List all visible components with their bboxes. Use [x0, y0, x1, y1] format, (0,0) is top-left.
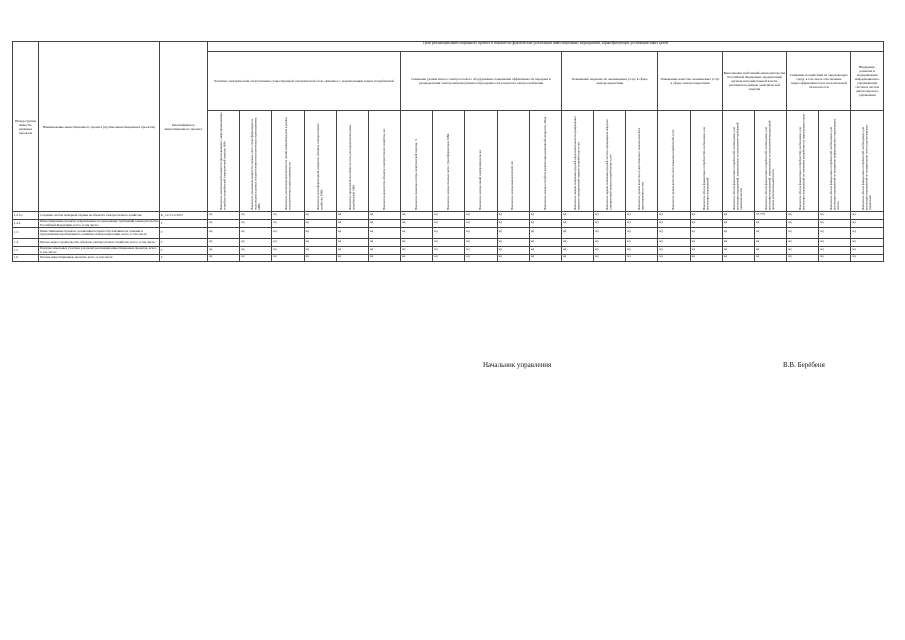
table-cell: нд [851, 220, 884, 228]
table-cell: нд [497, 247, 529, 255]
table-cell: нд [336, 239, 368, 247]
table-cell: нд [819, 228, 851, 239]
table-cell: нд [722, 212, 754, 220]
header-indicator [851, 111, 884, 212]
header-indicator [626, 111, 658, 212]
table-cell: нд [561, 255, 593, 262]
row-project-id: Г [159, 247, 207, 255]
table-cell: нд [208, 228, 240, 239]
header-indicator [368, 111, 400, 212]
table-cell: нд [594, 220, 626, 228]
header-indicator [658, 111, 690, 212]
table-cell: нд [336, 220, 368, 228]
row-project-id: Г [159, 255, 207, 262]
investment-table [12, 41, 884, 262]
signature-title: Начальник управления [483, 361, 552, 369]
table-cell: нд [272, 247, 304, 255]
table-cell: нд [754, 247, 786, 255]
table-cell: нд [368, 255, 400, 262]
table-cell: нд [561, 228, 593, 239]
header-indicator [819, 111, 851, 212]
table-cell: нд [433, 228, 465, 239]
table-cell: нд [272, 228, 304, 239]
header-goal-group [787, 52, 851, 111]
header-indicator-label: Показатель максимальной мощности присоединяемых энергопринимающих устройств потребителей электрической энергии, МВт [219, 112, 227, 210]
header-indicator [401, 111, 433, 212]
table-cell: нд [208, 255, 240, 262]
table-cell: нд [690, 228, 722, 239]
table-cell: нд [401, 220, 433, 228]
header-goal-group [851, 52, 884, 111]
table-cell: нд [497, 228, 529, 239]
table-row [13, 255, 884, 262]
header-goal-group-label: Выполнение требований законодательства Российской Федерации, предписаний органов исполнительной власти, регламентов рынков электрической энергии [723, 71, 786, 91]
header-indicator-label: Показатель увеличения мощности силовых (авто-) трансформаторов на подстанциях в рамках осуществления технологического присоединения, МВА [249, 117, 261, 210]
row-number: 1.2.3.1 [13, 212, 39, 220]
table-cell: нд [690, 247, 722, 255]
table-cell: нд [626, 247, 658, 255]
row-number: 1.6 [13, 255, 39, 262]
table-row [13, 228, 884, 239]
table-cell: нд [272, 239, 304, 247]
header-goals-label: Цели реализации инвестиционного проекта и показатели (фактические) реализации инвестиционных мероприятий, характеризующих достижения таких целей [423, 41, 668, 45]
row-number: 1.2.4 [13, 220, 39, 228]
table-cell: нд [561, 212, 593, 220]
table-cell: нд [465, 247, 497, 255]
header-goal-group-label: Внедрение, развитие и модернизация информационно-управляющих систем и систем диспетчерского управления [854, 65, 880, 97]
row-project-id: К_1.2.3.1.2.2015 [159, 212, 207, 220]
table-cell: нд [690, 212, 722, 220]
header-goal-group [401, 52, 562, 111]
table-cell: нд [658, 228, 690, 239]
table-cell: нд [819, 212, 851, 220]
table-cell: нд [336, 247, 368, 255]
header-indicator-label: Показатель объема финансовых потребностей, необходимых для реализации мероприятий по снижению воздействия на окружающую среду [798, 113, 806, 210]
table-cell: нд [594, 247, 626, 255]
table-cell: нд [529, 239, 561, 247]
table-cell: нд [594, 255, 626, 262]
table-cell: нд [658, 255, 690, 262]
header-indicator [336, 111, 368, 212]
table-cell: нд [722, 220, 754, 228]
table-cell: нд [368, 220, 400, 228]
signature-name: В.В. Берёбеня [783, 361, 825, 369]
table-cell: нд [401, 247, 433, 255]
header-indicator-label: Показатель количества объектов электросетевого хозяйства, шт. [381, 128, 386, 210]
table-cell: нд [658, 220, 690, 228]
header-indicator [240, 111, 272, 212]
table-cell: нд [433, 239, 465, 247]
table-cell: нд [754, 239, 786, 247]
row-project-id: Г [159, 228, 207, 239]
table-cell: нд [529, 228, 561, 239]
table-cell: нд [754, 228, 786, 239]
table-cell: нд [851, 255, 884, 262]
table-cell: нд [851, 239, 884, 247]
table-cell: нд [304, 247, 336, 255]
table-cell: нд [401, 228, 433, 239]
header-goal-group-label: Развитие электрической сети/усиление существующей электрической сети, связанное с подключением новых потребителей [214, 79, 394, 83]
table-cell: нд [497, 239, 529, 247]
table-cell: нд [304, 228, 336, 239]
table-cell: нд [497, 212, 529, 220]
table-cell: нд [819, 239, 851, 247]
row-project-name: Прочие инвестиционные проекты, всего, в том числе: [39, 255, 160, 262]
table-cell: нд [722, 255, 754, 262]
header-indicator-label: Показатель оценки изменения средней частоты прекращения передачи электрической энергии потребителям услуг [605, 119, 613, 210]
table-cell: 37,779 [754, 212, 786, 220]
table-row [13, 220, 884, 228]
header-indicator [433, 111, 465, 212]
table-cell: нд [465, 239, 497, 247]
table-cell: нд [851, 228, 884, 239]
table-cell: нд [658, 212, 690, 220]
table-cell: нд [368, 239, 400, 247]
table-cell: нд [754, 220, 786, 228]
table-cell: нд [336, 212, 368, 220]
table-cell: нд [497, 220, 529, 228]
header-indicator [465, 111, 497, 212]
table-cell: нд [594, 239, 626, 247]
header-indicator-label: Показатель объема финансовых потребностей, необходимых для реализации мероприятий, направленных на выполнение предписаний органов исполнительной власти [764, 120, 776, 210]
header-indicator-label: Показатель оценки изменения средней продолжительности прекращения передачи электрической энергии потребителям услуг [573, 116, 581, 210]
header-indicator-label: Показатель объема финансовых потребностей, необходимых для реализации мероприятий [701, 127, 710, 210]
table-cell: нд [240, 220, 272, 228]
table-cell: нд [401, 212, 433, 220]
table-cell: нд [594, 212, 626, 220]
table-cell: нд [754, 255, 786, 262]
header-goal-group [722, 52, 786, 111]
table-cell: нд [658, 247, 690, 255]
header-indicator [561, 111, 593, 212]
table-cell: нд [240, 247, 272, 255]
header-project-name-label: Наименование инвестиционного проекта (группы инвестиционных проектов) [42, 124, 156, 129]
table-cell: нд [819, 255, 851, 262]
row-project-name: Прочее новое строительство объектов электросетевого хозяйства, всего, в том числе: [39, 239, 160, 247]
header-group-number-label: Номер группы инвести-ционных проектов [15, 118, 37, 135]
row-project-name: Покупка земельных участков для целей реализации инвестиционных проектов, всего, в том числе: [39, 247, 160, 255]
table-cell: нд [433, 212, 465, 220]
header-indicator [304, 111, 336, 212]
header-indicator-label: Показатель замены силовых (авто-) трансформаторов, МВА [446, 133, 451, 210]
table-cell: нд [787, 220, 819, 228]
table-cell: нд [208, 212, 240, 220]
header-indicator [787, 111, 819, 212]
table-cell: нд [690, 255, 722, 262]
table-cell: нд [336, 255, 368, 262]
table-cell: нд [626, 255, 658, 262]
table-cell: нд [561, 239, 593, 247]
table-cell: нд [304, 212, 336, 220]
table-cell: нд [561, 220, 593, 228]
table-cell: нд [529, 255, 561, 262]
row-number: 1.4 [13, 239, 39, 247]
header-indicator-label: Показатель уровня качества обслуживания потребителей услуг [671, 129, 676, 210]
header-goal-group [208, 52, 401, 111]
table-cell: нд [819, 247, 851, 255]
header-indicator [594, 111, 626, 212]
table-cell: нд [208, 247, 240, 255]
table-cell: нд [626, 212, 658, 220]
header-indicator [754, 111, 786, 212]
header-indicator-label: Показатель объема финансовых потребностей, необходимых для реализации мероприятий, направленных на выполнение требований законодательства [732, 122, 744, 210]
table-cell: нд [304, 239, 336, 247]
header-goal-group-label: Повышение качества оказываемых услуг в сфере электроэнергетики [660, 77, 720, 85]
table-cell: нд [272, 212, 304, 220]
table-cell: нд [626, 239, 658, 247]
header-indicator-label: Показатель объема финансовых потребностей, необходимых для реализации мероприятий по модернизации систем диспетчерского управления [861, 124, 872, 210]
header-indicator [208, 111, 240, 212]
table-cell: нд [529, 212, 561, 220]
table-cell: нд [529, 220, 561, 228]
header-indicator [690, 111, 722, 212]
table-cell: нд [368, 212, 400, 220]
table-cell: нд [722, 228, 754, 239]
header-indicator-label: Показатель снижения потерь электрической энергии, % [413, 138, 418, 210]
table-cell: нд [658, 239, 690, 247]
table-cell: нд [561, 247, 593, 255]
table-cell: нд [433, 220, 465, 228]
table-cell: нд [787, 247, 819, 255]
table-cell: нд [401, 239, 433, 247]
header-group-number [13, 42, 39, 212]
row-project-id: Г [159, 220, 207, 228]
header-indicator-label: Показатель пропускной способности сети для подключения новых потребителей, МВт [347, 124, 356, 210]
table-cell: нд [240, 212, 272, 220]
header-indicator-label: Показатель увеличения протяженности линий электропередачи в рамках технологического присоединения, км [283, 117, 291, 210]
header-indicator-label: Показатель объема финансовых потребностей, необходимых для реализации мероприятий по внедрению информационно-управляющих систем [828, 118, 840, 210]
row-number: 1.5 [13, 247, 39, 255]
table-cell: нд [594, 228, 626, 239]
header-indicator-label: Показатель уровня качества осуществляемого технологического присоединения к сети [637, 127, 645, 210]
row-project-name: Инвестиционные проекты, реализация которых обуславливается схемами и программами перспективного развития электроэнергетики, всего, в том числе: [39, 228, 160, 239]
row-project-name: Создание систем пожарной охраны на объектах электросетевого хозяйства [39, 212, 160, 220]
table-cell: нд [208, 220, 240, 228]
header-goal-group-label: Снижение уровня износа электросетевого оборудования, повышение эффективности передачи и распределения электроэнергии (мощности) надежности и качества электроснабжения [411, 77, 551, 85]
header-goal-group-label: Снижение воздействия на окружающую среду, в том числе обеспечение энергоэффективности и экологической безопасности [789, 73, 848, 89]
table-cell: нд [272, 220, 304, 228]
table-cell: нд [433, 255, 465, 262]
header-goal-group [658, 52, 722, 111]
table-cell: нд [304, 220, 336, 228]
table-cell: нд [690, 239, 722, 247]
table-cell: нд [626, 228, 658, 239]
table-cell: нд [401, 255, 433, 262]
table-cell: нд [690, 220, 722, 228]
table-cell: нд [722, 247, 754, 255]
header-indicator-label: Показатель замены выключателей, шт. [510, 160, 515, 210]
table-cell: нд [465, 228, 497, 239]
table-cell: нд [851, 247, 884, 255]
table-cell: нд [240, 228, 272, 239]
header-project-id-label: Идентификатор инвестиционного проекта [164, 122, 203, 131]
row-project-id: Г [159, 239, 207, 247]
header-goal-group [561, 52, 658, 111]
table-row [13, 247, 884, 255]
table-cell: нд [208, 239, 240, 247]
header-indicator [272, 111, 304, 212]
header-indicator [722, 111, 754, 212]
table-cell: нд [626, 220, 658, 228]
table-cell: нд [497, 255, 529, 262]
table-cell: нд [240, 239, 272, 247]
table-cell: нд [368, 228, 400, 239]
header-goals [208, 42, 884, 52]
table-cell: нд [819, 220, 851, 228]
table-cell: нд [787, 239, 819, 247]
table-cell: нд [304, 255, 336, 262]
table-cell: нд [787, 212, 819, 220]
table-cell: нд [272, 255, 304, 262]
header-indicator-label: Показатель замены устройств компенсации реактивной мощности, Мвар [542, 116, 547, 210]
row-project-name: Инвестиционные проекты, направленные на выполнение требований законодательства Российской Федерации, всего, в том числе: [40, 219, 159, 227]
row-number: 1.3 [13, 228, 39, 239]
header-indicator-label: Показатель трансформаторной мощности объектов электросетевого хозяйства, МВА [315, 123, 324, 210]
table-cell: нд [240, 255, 272, 262]
table-cell: нд [787, 228, 819, 239]
table-cell: нд [787, 255, 819, 262]
header-indicator [497, 111, 529, 212]
header-project-id [159, 42, 207, 212]
table-cell: нд [336, 228, 368, 239]
table-cell: нд [433, 247, 465, 255]
header-indicator [529, 111, 561, 212]
header-goal-group-label: Повышение надежности оказываемых услуг в сфере электроэнергетики [571, 77, 648, 85]
table-cell: нд [368, 247, 400, 255]
header-project-name [39, 42, 160, 212]
table-cell: нд [465, 255, 497, 262]
table-cell: нд [851, 212, 884, 220]
table-cell: нд [722, 239, 754, 247]
table-cell: нд [529, 247, 561, 255]
table-cell: нд [465, 212, 497, 220]
table-cell: нд [465, 220, 497, 228]
header-indicator-label: Показатель замены линий электропередачи, км [478, 149, 483, 210]
